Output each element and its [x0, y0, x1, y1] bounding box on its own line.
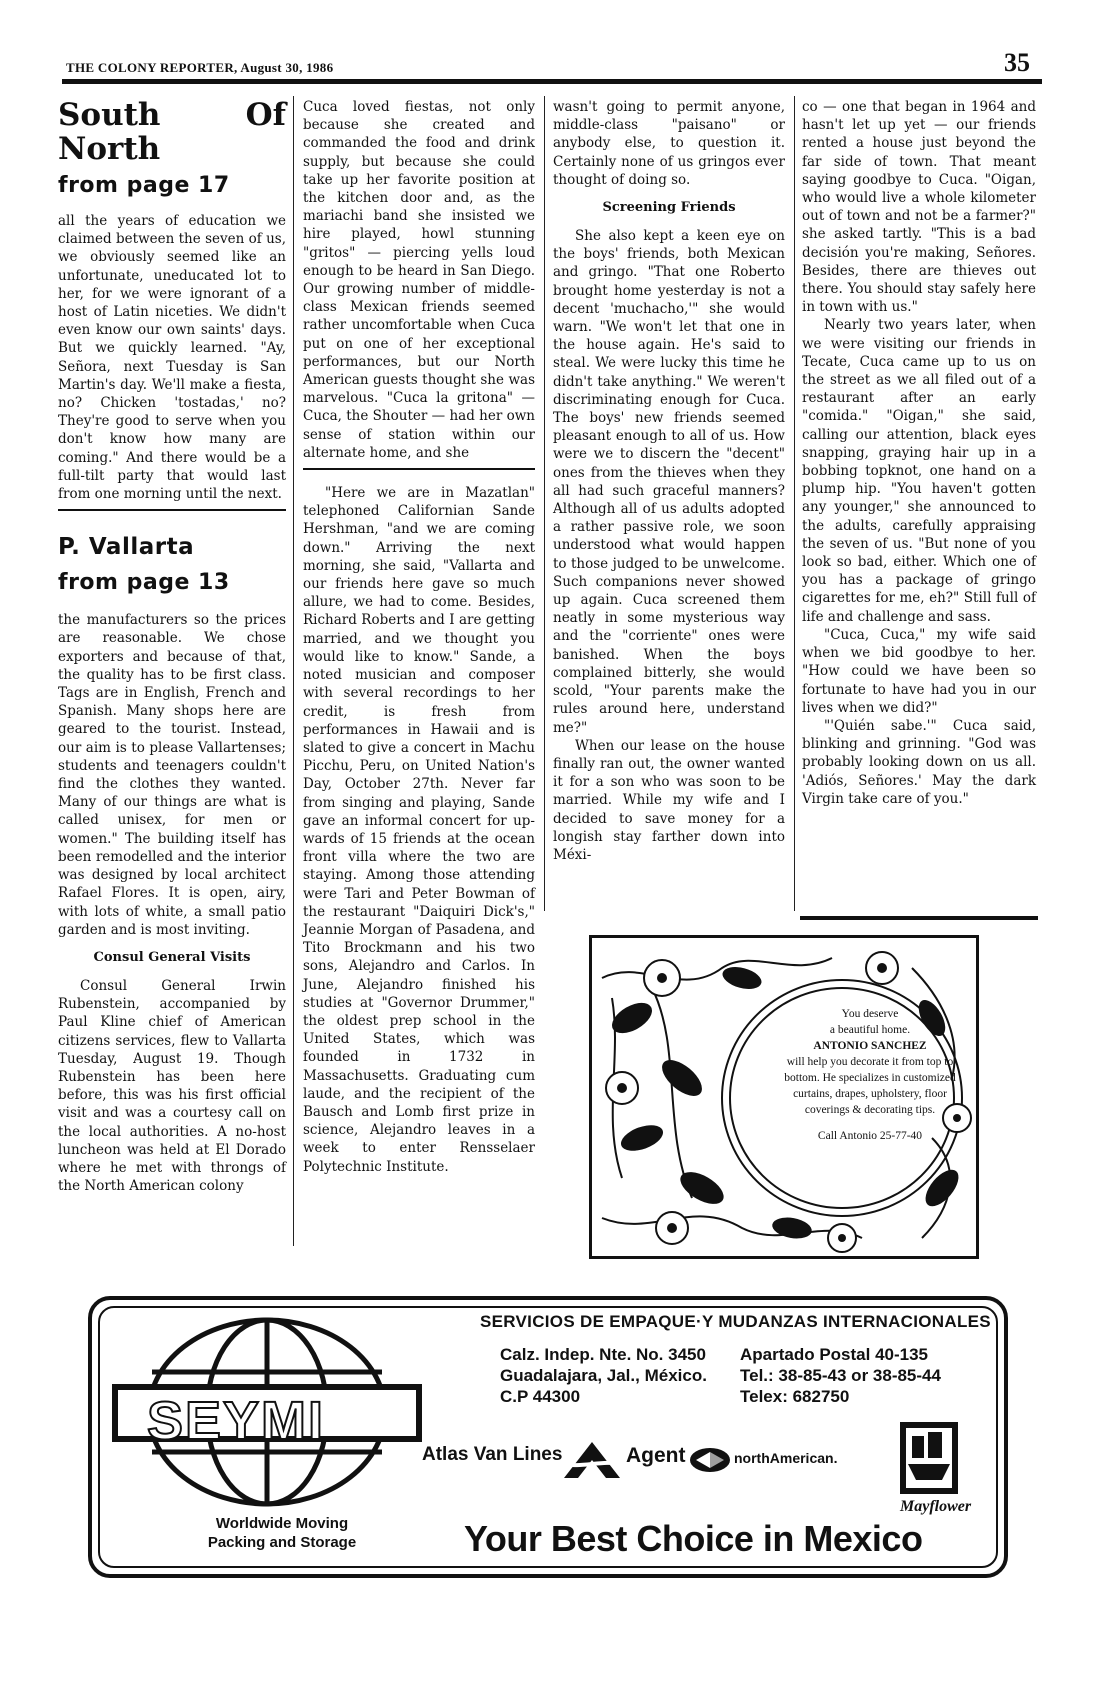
column-divider	[544, 96, 545, 911]
seymi-moving-ad	[88, 1296, 1008, 1578]
ad-contact	[740, 1344, 941, 1407]
ad-address	[500, 1344, 707, 1407]
column-2	[303, 98, 535, 1176]
agent-label: Agent	[626, 1444, 686, 1467]
contact-line: Telex: 682750	[740, 1387, 850, 1406]
column-end-rule	[800, 916, 1038, 920]
atlas-van-lines-logo: Atlas Van Lines	[422, 1444, 563, 1465]
column-divider	[293, 96, 294, 1246]
kicker-title: P. Vallarta	[58, 534, 195, 561]
article-paragraph: Cuca loved fiestas, not only because she created and commanded the food and drink supply, but because she could take up her favorite position at the kitchen door and, as the mariachi band she insisted we hire played, howl stunning "gritos" — piercing yells loud enough to be heard in San Diego. Our growing number of middle-class Mexican friends seemed rather uncomfortable when Cuca put on one of her exceptional performances, but our North American guests thought she was marvelous. "Cuca la gritona" — Cuca, the Shouter — had her own sense of station within our alternate home, and she	[303, 99, 535, 461]
kicker-subtitle: from page 17	[58, 173, 230, 198]
worldwide-slogan	[202, 1514, 362, 1552]
article-paragraph: Nearly two years later, when we were visiting our friends in Tecate, Cuca came up to us on the street as we all filed out of a restaurant after an early "comida." "Oigan," she said, calling our attention, black eyes snapping, graying hair up in a bobbing topknot, one hand on a plump hip. "You haven't gotten any younger," she announced to the adults, carefully appraising the seven of us. "But none of you look so bad, either. Which one of you has a package of gringo cigarettes for me, eh?" Still full of life and challenge and sass.	[802, 317, 1036, 625]
article-paragraph: co — one that began in 1964 and hasn't let up yet — our friends rented a house just beyond the far side of town. That meant saying goodbye to Cuca. "Oigan, who would live a whole kilometer out of town and not be a farmer?" she asked tartly. "This is a bad decisión you're making, Señores. Besides, there are thieves out there. You should stay safely here in town with us."	[802, 99, 1036, 316]
north-american-logo: northAmerican.	[734, 1450, 838, 1466]
north-american-logo-icon	[688, 1446, 732, 1474]
atlas-arrow-icon	[560, 1438, 624, 1482]
ad-tagline: Your Best Choice in Mexico	[464, 1518, 923, 1559]
column-4	[802, 98, 1036, 808]
article-paragraph: all the years of education we claimed between the seven of us, we obviously seemed like an unfortunate, uneducated lot to her, for we were ignorant of a host of Latin niceties. We didn't even know our own saints' days. But we quickly learned. "Ay, Señora, next Tuesday is San Martin's day. We'll make a fiesta, no? Chicken 'tostadas,' no? They're good to serve when you don't know how many are coming." And there would be a full-tilt party that would last from one morning until the next.	[58, 213, 286, 503]
section-rule	[58, 509, 286, 511]
address-line: Guadalajara, Jal., México.	[500, 1366, 707, 1385]
seymi-logo: SEYMI	[147, 1391, 326, 1451]
ad-line: will help you decorate it from top to bottom. He specializes in customized curtains, drapes, upholstery, floor coverings & decorating tips.	[784, 1056, 956, 1116]
article-paragraph: She also kept a keen eye on the boys' friends, both Mexican and gringo. "That one Roberto brought home yesterday is not a decent 'muchacho,'" she would warn. "We won't let that one in the house again. He's said to steal. We were lucky this time he didn't take anything." We weren't discriminating enough for Cuca. The boys' new friends seemed pleasant enough to all of us. How were we to discern the "decent" ones from the thieves when they all had such graceful manners? Although all of us adults adopted a rather passive role, we soon understood what would happen to those judged to be unwelcome. Such companions never showed up again. Cuca screened them neatly in some mysterious way and the "corriente" ones were banished. When the boys complained bitterly, she would scold, "Your parents make the rules around here, understand me?"	[553, 228, 785, 736]
article-paragraph: "Cuca, Cuca," my wife said when we bid goodbye to her. "How could we have been so fortunate to have had you in our lives when we did?"	[802, 626, 1036, 716]
slogan-line: Worldwide Moving	[215, 1515, 349, 1532]
page-number: 35	[1004, 48, 1030, 77]
ad-line: a beautiful home.	[829, 1024, 911, 1036]
slogan-line: Packing and Storage	[207, 1534, 357, 1551]
masthead: THE COLONY REPORTER, August 30, 1986	[66, 60, 334, 75]
subhead: Screening Friends	[602, 200, 736, 216]
ad-line: You deserve	[841, 1008, 899, 1020]
ad-copy	[770, 1006, 970, 1144]
address-line: C.P 44300	[500, 1387, 581, 1406]
article-paragraph: When our lease on the house finally ran out, the owner wanted it for a son who was soon to be married. While my wife and I decided to save money for a longish stay farther down into Méxi-	[553, 737, 785, 863]
section-rule	[303, 468, 535, 470]
mayflower-logo: Mayflower	[900, 1498, 972, 1515]
masthead-rule	[62, 79, 1042, 84]
column-divider	[794, 96, 795, 911]
ad-phone: Call Antonio 25-77-40	[817, 1130, 923, 1142]
kicker-subtitle: from page 13	[58, 570, 230, 596]
subhead: Consul General Visits	[93, 949, 251, 965]
article-paragraph: wasn't going to permit anyone, middle-class "paisano" or anybody else, to question it. Certainly none of us gringos ever thought of doing so.	[553, 99, 785, 188]
mayflower-ship-icon	[898, 1420, 960, 1496]
antonio-sanchez-ad	[589, 935, 979, 1259]
address-line: Calz. Indep. Nte. No. 3450	[500, 1345, 706, 1364]
column-1	[58, 98, 286, 1195]
contact-line: Tel.: 38-85-43 or 38-85-44	[740, 1366, 941, 1385]
article-paragraph: "'Quién sabe.'" Cuca said, blinking and grinning. "God was probably looking down on us all. 'Adiós, Señores.' May the dark Virgin take care of you."	[802, 717, 1036, 807]
column-3	[553, 98, 785, 864]
kicker-title: South Of North	[58, 97, 286, 167]
advertiser-name: ANTONIO SANCHEZ	[813, 1040, 927, 1052]
article-paragraph: the manufacturers so the prices are reasonable. We chose exporters and because of that, the quality has to be first class. Tags are in English, French and Spanish. Many shops here are geared to the tourist. Instead, our aim is to please Vallartenses; students and teenagers couldn't find the clothes they wanted. Many of our things are what is called unisex, for men or women." The building itself has been remodelled and the interior was designed by local architect Rafael Flores. It is open, airy, with lots of white, a small patio garden and is most inviting.	[58, 612, 286, 938]
ad-headline: SERVICIOS DE EMPAQUE·Y MUDANZAS INTERNACIONALES	[480, 1312, 991, 1331]
contact-line: Apartado Postal 40-135	[740, 1345, 929, 1364]
article-paragraph: "Here we are in Mazatlan" telephoned Californian Sande Hershman, "and we are coming down." Arriving the next morning, she said, "Vallarta and our friends here gave so much allure, we had to come. Besides, Richard Roberts and I are getting married, and we thought you would like to know." Sande, a noted musician and composer with several recordings to her credit, is fresh from performances in Hawaii and is slated to give a concert in Machu Picchu, Peru, on United Nation's Day, October 27th. Never far from singing and playing, Sande gave an informal concert for up-wards of 15 friends at the ocean front villa where the two are staying. Among those attending were Tari and Peter Bowman of the restaurant "Daiquiri Dick's," Jeannie Morgan of Pasadena, and Tito Brockmann and his two sons, Alejandro and Carlos. In June, Alejandro finished his studies at "Governor Drummer," the oldest prep school in the United States, which was founded in 1732 in Massachusetts. Graduating cum laude, and the recipient of the Bausch and Lomb first prize in science, Alejandro leaves in a week to enter Rensselaer Polytechnic Institute.	[303, 485, 535, 1175]
article-paragraph: Consul General Irwin Rubenstein, accompanied by Paul Kline chief of American citizens services, flew to Vallarta Tuesday, August 19. Though Rubenstein has been here before, this was his first official visit and was a courtesy call on the local authorities. A no-host luncheon was held at El Dorado where he met with throngs of the North American colony	[58, 977, 286, 1195]
